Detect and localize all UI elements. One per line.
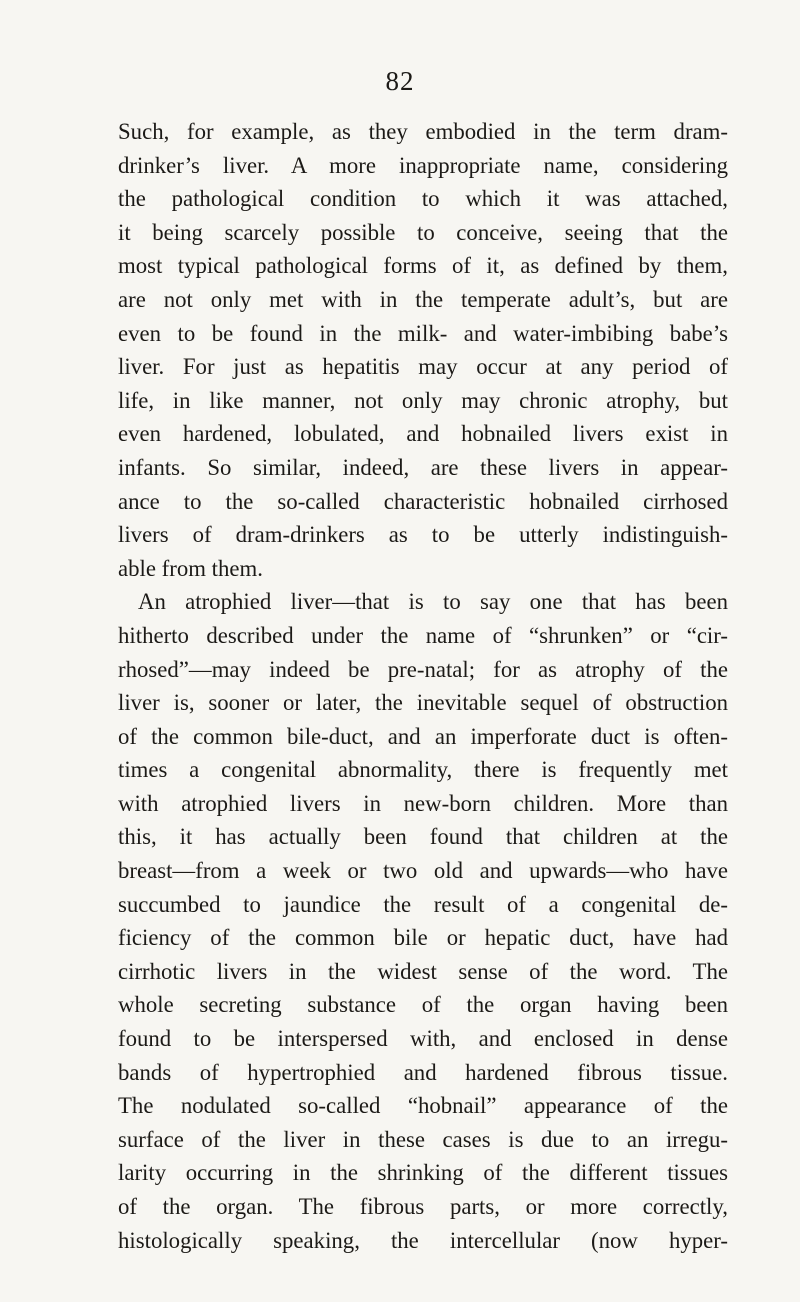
text-line: found to be interspersed with, and enclosed in dense [118, 1026, 728, 1052]
text-line: times a congenital abnormality, there is frequently met [118, 757, 728, 783]
body-text [118, 115, 728, 1257]
text-line: rhosed”—may indeed be pre-natal; for as atrophy of the [118, 656, 728, 682]
text-line: ficiency of the common bile or hepatic duct, have had [118, 925, 728, 951]
text-line: An atrophied liver—that is to say one that has been [138, 589, 728, 615]
text-line: larity occurring in the shrinking of the different tissues [118, 1160, 728, 1186]
text-line: whole secreting substance of the organ having been [118, 992, 728, 1018]
paragraph-2 [118, 585, 728, 1257]
text-line: are not only met with in the temperate adult’s, but are [118, 286, 728, 312]
text-line: The nodulated so-called “hobnail” appearance of the [118, 1093, 728, 1119]
text-line: livers of dram-drinkers as to be utterly indistinguish- [118, 522, 728, 548]
text-line: it being scarcely possible to conceive, seeing that the [118, 219, 728, 245]
text-line: even hardened, lobulated, and hobnailed livers exist in [118, 421, 728, 447]
text-line: succumbed to jaundice the result of a congenital de- [118, 891, 728, 917]
text-line: surface of the liver in these cases is due to an irregu- [118, 1126, 728, 1152]
text-line: the pathological condition to which it was attached, [118, 186, 728, 212]
text-line: this, it has actually been found that children at the [118, 824, 728, 850]
page-number: 82 [385, 66, 415, 96]
text-line: liver. For just as hepatitis may occur at any period of [118, 354, 728, 380]
text-line: liver is, sooner or later, the inevitable sequel of obstruction [118, 690, 728, 716]
text-line: infants. So similar, indeed, are these livers in appear- [118, 454, 728, 480]
text-line: of the organ. The fibrous parts, or more correctly, [118, 1194, 728, 1219]
text-line: of the common bile-duct, and an imperforate duct is often- [118, 723, 728, 749]
text-line: cirrhotic livers in the widest sense of the word. The [118, 958, 728, 984]
text-line: able from them. [118, 555, 263, 581]
text-line: most typical pathological forms of it, as defined by them, [118, 253, 728, 279]
text-line: Such, for example, as they embodied in the term dram- [118, 119, 728, 144]
paragraph-1 [118, 115, 728, 585]
text-line: with atrophied livers in new-born children. More than [118, 790, 728, 816]
text-line: even to be found in the milk- and water-imbibing babe’s [118, 320, 728, 346]
text-line: ance to the so-called characteristic hobnailed cirrhosed [118, 488, 728, 514]
text-line: breast—from a week or two old and upwards—who have [118, 858, 728, 884]
text-line: life, in like manner, not only may chronic atrophy, but [118, 387, 728, 413]
text-line: hitherto described under the name of “shrunken” or “cir- [118, 622, 728, 648]
text-line: bands of hypertrophied and hardened fibrous tissue. [118, 1059, 728, 1085]
text-line: drinker’s liver. A more inappropriate name, considering [118, 152, 728, 178]
text-line: histologically speaking, the intercellular (now hyper- [118, 1227, 728, 1253]
